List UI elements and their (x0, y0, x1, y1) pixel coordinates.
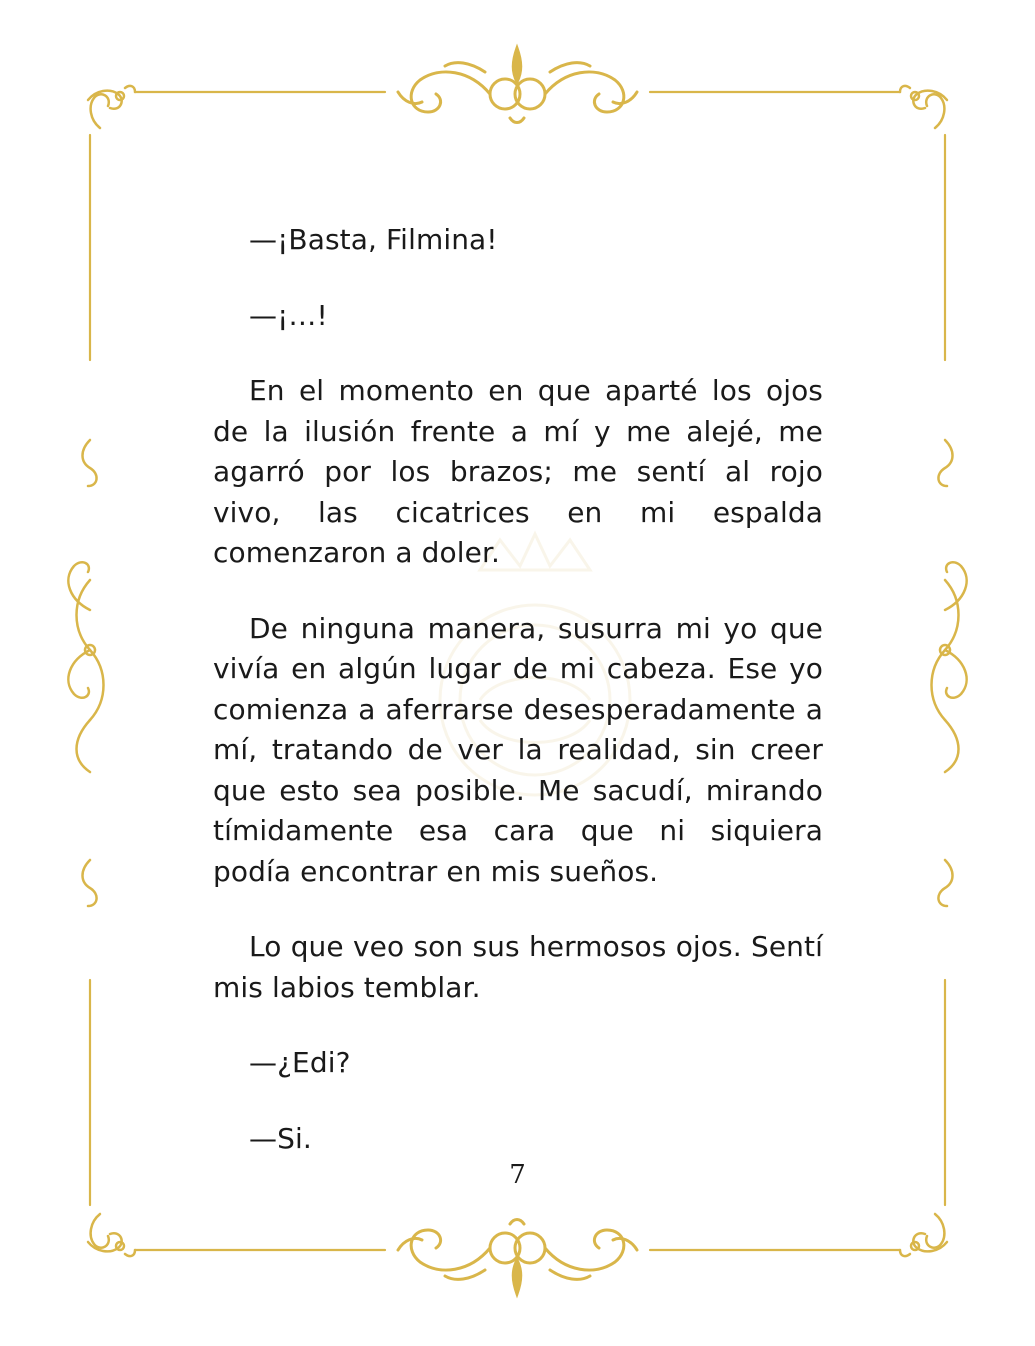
corner-flourish-bottom-left-icon (88, 1214, 135, 1256)
paragraph: De ninguna manera, susurra mi yo que vivía en algún lugar de mi cabeza. Ese yo comienza a aferrarse desesperadamente a mí, tratando de ver la realidad, sin creer que esto sea posible. Me sacudí, mirando tímidamente esa cara que ni siquiera podía encontrar en mis sueños. (213, 611, 823, 888)
bottom-center-flourish-icon (398, 1220, 637, 1295)
paragraph: —¡Basta, Filmina! (249, 223, 498, 256)
corner-flourish-bottom-right-icon (900, 1214, 947, 1256)
paragraph: —¡…! (249, 298, 328, 332)
body-text (213, 220, 823, 1194)
corner-flourish-top-left-icon (88, 86, 135, 128)
paragraph: Lo que veo son sus hermosos ojos. Sentí mis labios temblar. (213, 930, 823, 1004)
paragraph: En el momento en que aparté los ojos de la ilusión frente a mí y me alejé, me agarró por los brazos; me sentí al rojo vivo, las cicatrices en mi espalda comenzaron a doler. (213, 374, 823, 569)
top-center-flourish-icon (398, 48, 637, 123)
paragraph: —Si. (249, 1121, 312, 1155)
paragraph: —¿Edi? (249, 1046, 351, 1079)
page-number: 7 (509, 1160, 526, 1190)
left-side-flourish-icon (68, 440, 103, 906)
corner-flourish-top-right-icon (900, 86, 947, 128)
right-side-flourish-icon (932, 440, 967, 906)
